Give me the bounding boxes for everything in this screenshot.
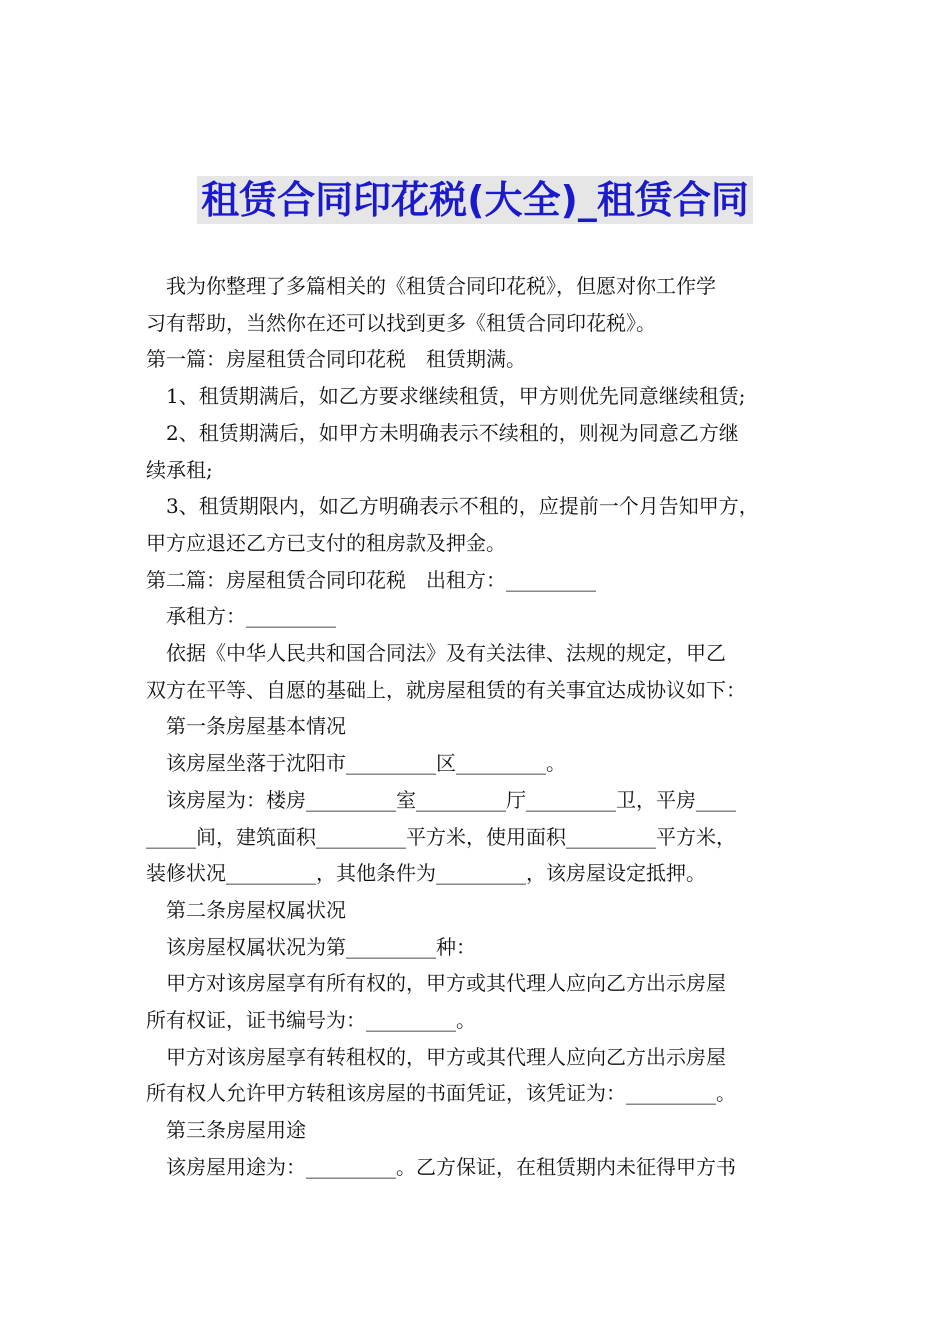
body-line: 所有权证，证书编号为：_________。 — [146, 1008, 476, 1033]
body-line: 1、租赁期满后，如乙方要求继续租赁，甲方则优先同意继续租赁; — [166, 384, 746, 409]
body-line: 所有权人允许甲方转租该房屋的书面凭证，该凭证为：_________。 — [146, 1081, 736, 1106]
body-line: 甲方应退还乙方已支付的租房款及押金。 — [146, 530, 506, 555]
body-line: 甲方对该房屋享有所有权的，甲方或其代理人应向乙方出示房屋 — [166, 971, 726, 996]
body-line: 承租方：_________ — [166, 604, 336, 629]
body-line: 第一篇：房屋租赁合同印花税 租赁期满。 — [146, 347, 526, 372]
body-line: 习有帮助，当然你在还可以找到更多《租赁合同印花税》。 — [146, 310, 656, 335]
title-container — [0, 176, 950, 224]
body-line: 第一条房屋基本情况 — [166, 714, 346, 739]
body-line: 第二篇：房屋租赁合同印花税 出租方：_________ — [146, 567, 596, 592]
document-title: 租赁合同印花税(大全)_租赁合同 — [197, 176, 753, 224]
body-line: 3、租赁期限内，如乙方明确表示不租的，应提前一个月告知甲方， — [166, 494, 759, 519]
body-line: 装修状况_________，其他条件为_________，该房屋设定抵押。 — [146, 861, 706, 886]
body-line: _____间，建筑面积_________平方米，使用面积_________平方米， — [146, 824, 736, 849]
body-line: 该房屋用途为：_________。乙方保证，在租赁期内未征得甲方书 — [166, 1154, 736, 1179]
body-line: 我为你整理了多篇相关的《租赁合同印花税》，但愿对你工作学 — [166, 274, 716, 298]
body-line: 第二条房屋权属状况 — [166, 897, 346, 922]
body-line: 依据《中华人民共和国合同法》及有关法律、法规的规定，甲乙 — [166, 641, 726, 666]
body-line: 该房屋为：楼房_________室_________厅_________卫，平房____ — [166, 787, 736, 812]
body-line: 甲方对该房屋享有转租权的，甲方或其代理人应向乙方出示房屋 — [166, 1044, 726, 1069]
document-body — [146, 268, 826, 1186]
body-line: 续承租; — [146, 457, 213, 482]
body-line: 2、租赁期满后，如甲方未明确表示不续租的，则视为同意乙方继 — [166, 420, 739, 445]
body-line: 该房屋坐落于沈阳市_________区_________。 — [166, 751, 566, 776]
body-line: 第三条房屋用途 — [166, 1118, 306, 1143]
body-line: 该房屋权属状况为第_________种： — [166, 934, 476, 959]
body-line: 双方在平等、自愿的基础上，就房屋租赁的有关事宜达成协议如下： — [146, 677, 746, 702]
